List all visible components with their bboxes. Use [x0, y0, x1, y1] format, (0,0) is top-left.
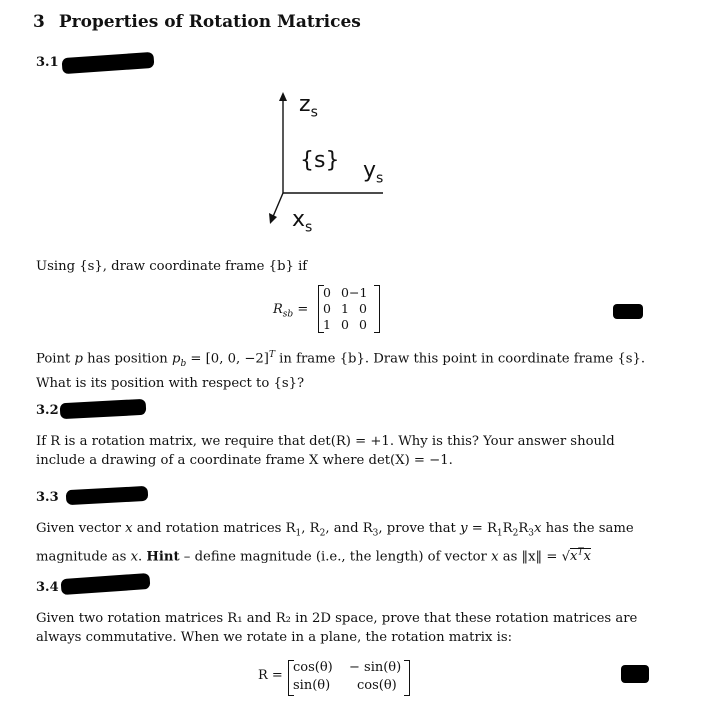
- frame-s-label: {s}: [300, 148, 340, 173]
- section-title: [33, 12, 361, 32]
- q4-text: Given two rotation matrices R₁ and R₂ in 2D space, prove that these rotation matrices are always commutative. When we rotate in a plane, the rotation matrix is:: [36, 611, 638, 645]
- section-number: 3: [33, 12, 45, 32]
- q4-matrix-lhs: R =: [258, 668, 283, 683]
- redaction-mark: [62, 52, 155, 74]
- x-axis-arrow: [269, 213, 277, 224]
- redaction-mark: [61, 573, 151, 595]
- z-axis-arrow: [279, 92, 287, 101]
- subsection-number-3-3: 3.3: [36, 490, 59, 505]
- matrix-row: 1 0 0: [323, 317, 367, 332]
- q3-text: Given vector x and rotation matrices $R_1$, $R_2$, and $R_3$, prove that $y = R_1R_2R_3x$ has the same magnitude as x. Hint – define magnitude (i.e., the length) of vector x as ‖x‖ = $√x^Tx$: [36, 521, 634, 565]
- matrix-row: 0 0−1: [323, 285, 368, 300]
- redaction-mark: [66, 486, 149, 505]
- x-axis-label: $x_s$: [292, 207, 313, 236]
- z-axis-label: $z_s$: [299, 92, 318, 121]
- q4-rotation-matrix: [288, 660, 410, 696]
- subsection-number-3-4: 3.4: [36, 580, 59, 595]
- q1-rotation-matrix: [318, 285, 380, 333]
- redaction-mark: [60, 399, 147, 419]
- subsection-number-3-2: 3.2: [36, 403, 59, 418]
- q2-text: If R is a rotation matrix, we require that det(R) = +1. Why is this? Your answer should include a drawing of a coordinate frame X where det(X) = −1.: [36, 434, 615, 468]
- redaction-mark: [621, 665, 649, 683]
- subsection-number-3-1: 3.1: [36, 55, 59, 70]
- redaction-mark: [613, 304, 643, 319]
- matrix-row: 0 1 0: [323, 301, 367, 316]
- matrix-row: cos(θ) − sin(θ): [293, 660, 402, 675]
- q1-matrix-lhs: $R_{sb}$ =: [273, 302, 309, 320]
- x-axis-line: [272, 193, 283, 219]
- q1-intro: Using {s}, draw coordinate frame {b} if: [36, 259, 308, 274]
- matrix-row: sin(θ) cos(θ): [293, 678, 397, 693]
- q1-point-text: Point p has position $p_b = [0$, 0, −2]$^T$ in frame {b}. Draw this point in coordinate frame {s}. What is its position with respect to {s}?: [36, 350, 646, 392]
- section-title-text: Properties of Rotation Matrices: [58, 12, 361, 32]
- y-axis-label: $y_s$: [363, 158, 384, 187]
